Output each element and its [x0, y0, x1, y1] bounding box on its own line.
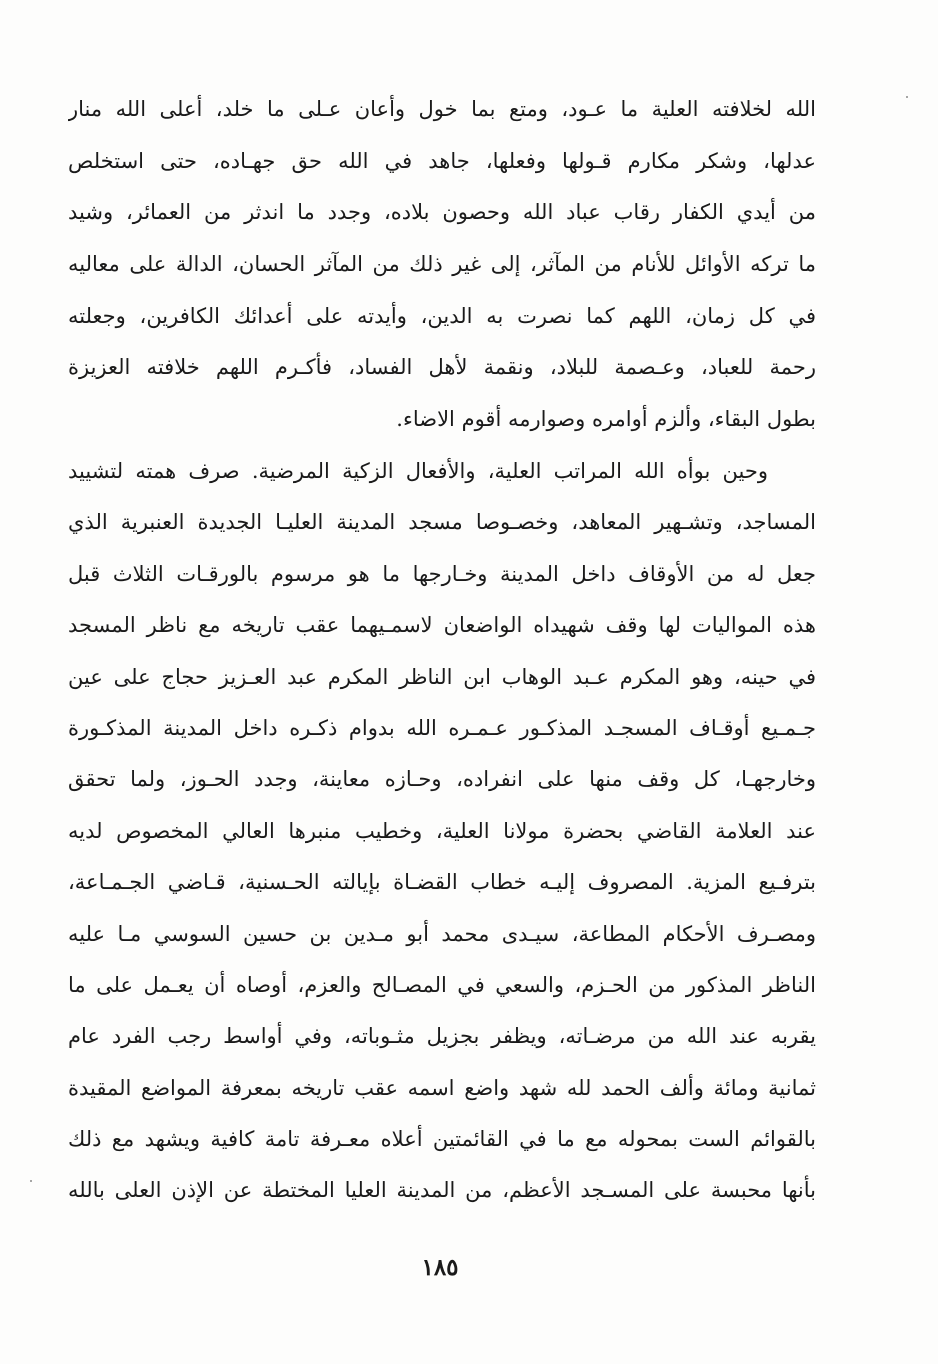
scan-speck — [30, 1180, 32, 1182]
text-line: ثمانية ومائة وألف الحمد لله شهد واضع اسمه عقب تاريخه بمعرفة المواضع المقيدة — [68, 1075, 816, 1100]
text-line: جعل له من الأوقاف داخل المدينة وخـارجها ما هو مرسوم بالورقـات الثلاث قبل — [68, 561, 816, 586]
text-line: وحين بوأه الله المراتب العلية، والأفعال الزكية المرضية. صرف همته لتشييد — [68, 459, 768, 483]
text-line: بطول البقاء، وألزم أوامره وصوارمه أقوم الاضاء. — [396, 407, 816, 432]
text-line: ما تركه الأوائل للأنام من المآثر، إلى غير ذلك من المآثر الحسان، الدالة على معاليه — [68, 252, 816, 277]
text-line: بترفـيع المزية. المصروف إليـه خطاب القضـاة بإيالته الحـسنية، قـاضي الجـمـاعة، — [68, 870, 816, 895]
text-line: بأنها محبسة على المسـجد الأعظم، من المدينة العليا المختطة عن الإذن العلى بالله — [68, 1178, 816, 1203]
text-line: الله لخلافته العلية ما عـود، ومتع بما خول وأعان عـلى ما خلد، أعلى الله منار — [68, 97, 816, 121]
paragraph-2 — [68, 446, 816, 1217]
text-line: هذه المواليات لها وقف شهيداه الواضعان لاسمـيهما عقب تاريخه مع ناظر المسجد — [68, 613, 816, 638]
text-line: من أيدي الكفار رقاب عباد الله وحصون بلاده، وجدد ما اندثر من العمائر، وشيد — [68, 200, 816, 225]
text-line: في كل زمان، اللهم كما نصرت به الدين، وأيدته على أعدائك الكافرين، وجعلته — [68, 303, 816, 328]
paragraph-1 — [68, 84, 816, 446]
text-line: بالقوائم الست بمحوله مع ما في القائمتين أعلاه معـرفة تامة كافية ويشهد مع ذلك — [68, 1127, 816, 1152]
scan-speck — [906, 96, 908, 98]
text-line: جـمـيع أوقـاف المسجـد المذكـور عـمـره الله بدوام ذكـره داخل المدينة المذكـورة — [68, 715, 816, 740]
text-line: الناظر المذكور من الحـزم، والسعي في المصـالح والعزم، أوصاه أن يعـمل على ما — [68, 972, 816, 997]
text-line: المساجد، وتشـهير المعاهد، وخصـوصا مسجد المدينة العليـا الجديدة العنبرية الذي — [68, 510, 816, 535]
text-line: يقربه عند الله من مرضـاته، ويظفر بجزيل مثـوباته، وفي أواسط رجب الفرد عام — [68, 1024, 816, 1049]
text-line: في حينه، وهو المكرم عـبد الوهاب ابن الناظر المكرم عبد العـزيز حجاج على عين — [68, 664, 816, 689]
text-line: ومصـرف الأحكام المطاعة، سيـدى محمد أبو مـدين بن حسين السوسي مـا عليه — [68, 921, 816, 946]
text-line: عند العلامة القاضي بحضرة مولانا العلية، وخطيب منبرها العالي المخصوص لديه — [68, 818, 816, 843]
text-line: رحمة للعباد، وعـصمة للبلاد، ونقمة لأهل الفساد، فأكـرم اللهم خلافته العزيزة — [68, 355, 816, 380]
page-number: ١٨٥ — [421, 1254, 459, 1281]
text-line: عدلها، وشكر مكارم قـولها وفعلها، جاهد في الله حق جهـاده، حتى استخلص — [68, 148, 816, 173]
text-line: وخارجهـا، كل وقف منها على انفراده، وحـازه معاينة، وجدد الحـوز، ولما تحقق — [68, 767, 816, 792]
